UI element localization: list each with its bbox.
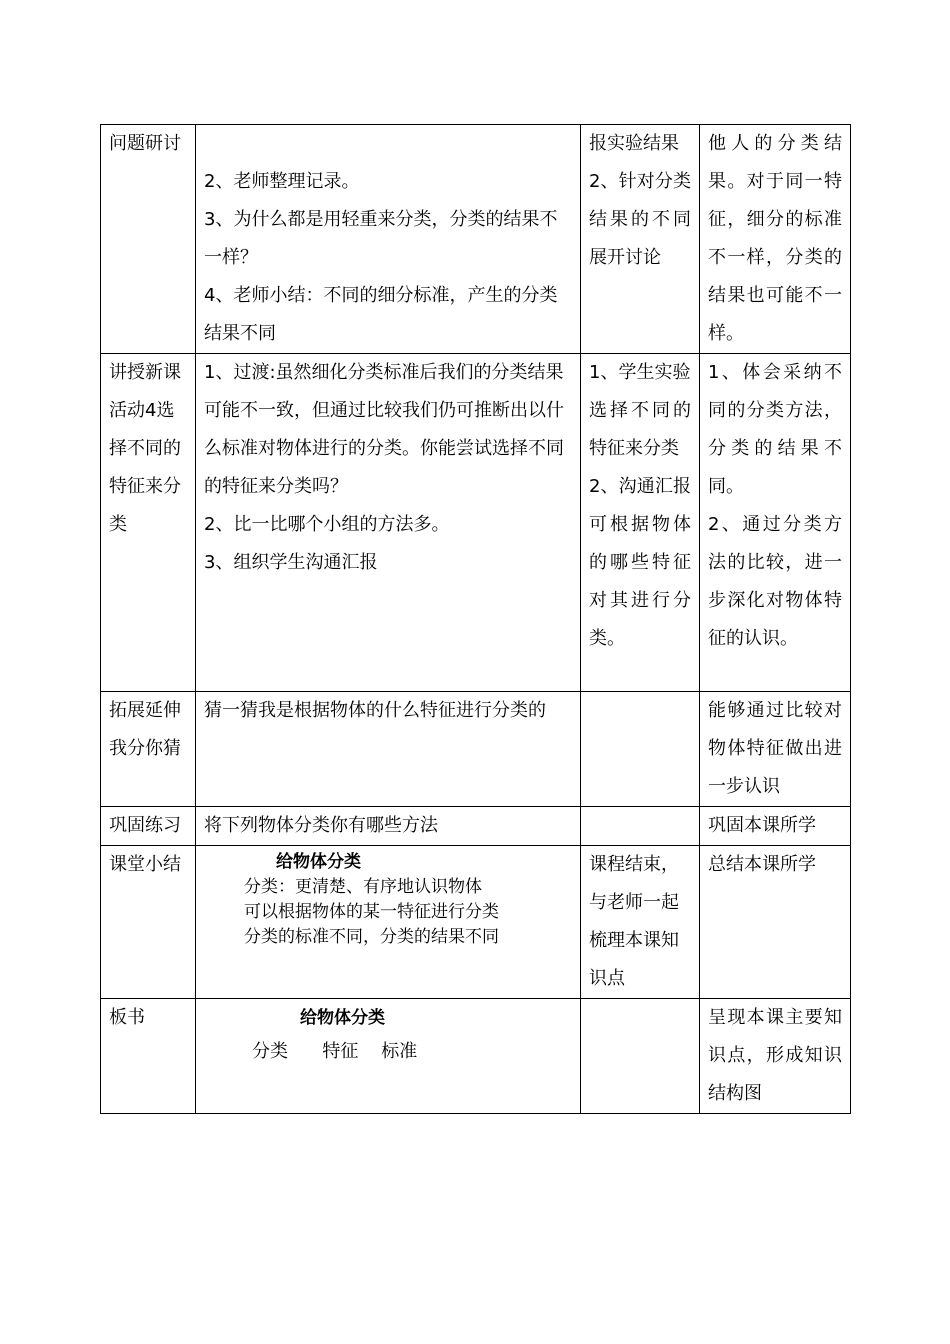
teacher-activity-line: 3、为什么都是用轻重来分类，分类的结果不一样？ — [204, 209, 558, 268]
teacher-activity-line: 2、比一比哪个小组的方法多。 — [204, 514, 450, 535]
student-activity-line: 2、沟通汇报可根据物体的哪些特征对其进行分类。 — [589, 476, 691, 649]
table-row — [101, 354, 851, 692]
design-intent-line: 总结本课所学 — [708, 854, 816, 875]
student-activity-cell — [581, 999, 700, 1114]
student-activity-line: 选择不同的特征来分类 — [589, 400, 691, 459]
section-label: 课堂小结 — [109, 854, 181, 875]
section-cell — [101, 692, 196, 807]
table-row — [101, 692, 851, 807]
design-intent-cell — [700, 846, 851, 999]
teacher-activity-line: 猜一猜我是根据物体的什么特征进行分类的 — [204, 700, 546, 721]
design-intent-cell — [700, 125, 851, 354]
student-activity-cell — [581, 846, 700, 999]
design-intent-cell — [700, 354, 851, 692]
section-label: 讲授新课活动4选择不同的特征来分类 — [109, 362, 181, 535]
student-activity-cell — [581, 692, 700, 807]
design-intent-line: 能够通过比较对物体特征做出进一步认识 — [708, 700, 842, 797]
table-row — [101, 807, 851, 846]
summary-line: 分类的标准不同，分类的结果不同 — [244, 927, 499, 947]
design-intent-cell — [700, 999, 851, 1114]
design-intent-cell — [700, 692, 851, 807]
student-activity-cell — [581, 807, 700, 846]
teacher-activity-cell — [196, 692, 581, 807]
summary-title: 给物体分类 — [276, 852, 361, 872]
section-label: 巩固练习 — [109, 815, 181, 836]
student-activity-line: 课程结束，与老师一起梳理本课知识点 — [589, 854, 679, 989]
student-activity-cell — [581, 354, 700, 692]
teacher-activity-line: 将下列物体分类你有哪些方法 — [204, 815, 438, 836]
teacher-activity-cell — [196, 354, 581, 692]
teacher-activity-line: 4、老师小结：不同的细分标准，产生的分类结果不同 — [204, 285, 558, 344]
section-label: 拓展延伸我分你猜 — [109, 700, 181, 759]
section-label: 问题研讨 — [109, 133, 181, 154]
blank-line — [204, 125, 572, 163]
student-activity-line: 1、学生实验 — [589, 362, 691, 383]
design-intent-line: 他人的分类结果。对于同一特征，细分的标准不一样，分类的结果也可能不一样。 — [708, 133, 842, 344]
teacher-activity-line: 2、老师整理记录。 — [204, 171, 360, 192]
design-intent-line: 1、体会采纳不同的分类方法，分类的结果不同。 — [708, 362, 842, 497]
table-row — [101, 125, 851, 354]
teacher-activity-line: 1、过渡:虽然细化分类标准后我们的分类结果可能不一致，但通过比较我们仍可推断出以什么标准对物体进行的分类。你能尝试选择不同的特征来分类吗？ — [204, 362, 564, 497]
teacher-activity-cell — [196, 999, 581, 1114]
section-label: 板书 — [109, 1007, 145, 1028]
design-intent-cell — [700, 807, 851, 846]
teacher-activity-cell — [196, 846, 581, 999]
lesson-plan-table — [100, 124, 851, 1114]
section-cell — [101, 354, 196, 692]
design-intent-line: 巩固本课所学 — [708, 815, 816, 836]
section-cell — [101, 999, 196, 1114]
student-activity-cell — [581, 125, 700, 354]
design-intent-line: 呈现本课主要知识点，形成知识结构图 — [708, 1007, 842, 1104]
table-row — [101, 999, 851, 1114]
teacher-activity-cell — [196, 125, 581, 354]
board-title: 给物体分类 — [300, 1008, 385, 1028]
section-cell — [101, 807, 196, 846]
board-terms: 分类 特征 标准 — [252, 1041, 418, 1062]
student-activity-line: 2、针对分类结果的不同展开讨论 — [589, 171, 691, 268]
design-intent-line: 2、通过分类方法的比较，进一步深化对物体特征的认识。 — [708, 514, 842, 649]
section-cell — [101, 125, 196, 354]
summary-line: 分类：更清楚、有序地认识物体 — [244, 877, 482, 897]
summary-line: 可以根据物体的某一特征进行分类 — [244, 902, 499, 922]
student-activity-line: 报实验结果 — [589, 133, 679, 154]
teacher-activity-cell — [196, 807, 581, 846]
teacher-activity-line: 3、组织学生沟通汇报 — [204, 552, 378, 573]
section-cell — [101, 846, 196, 999]
table-row — [101, 846, 851, 999]
